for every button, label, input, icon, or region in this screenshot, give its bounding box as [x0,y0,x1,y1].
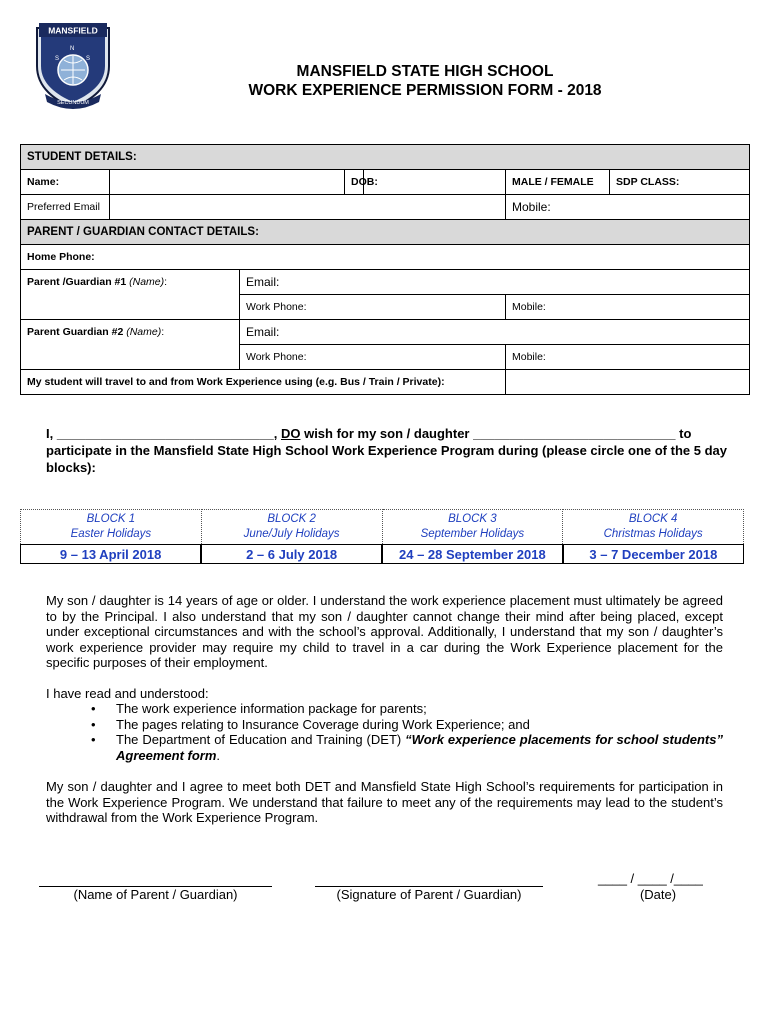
block-2-dates[interactable]: 2 – 6 July 2018 [201,545,382,564]
name-label: Name: [21,170,110,195]
dob-label: DOB: [345,170,364,195]
age-acknowledgement-paragraph: My son / daughter is 14 years of age or older. I understand the work experience placement must ultimately be agreed to by the Principal. I also understand that my son / daughter cannot change their mind after being placed, except under exceptional circumstances and with the school’s approval. Additionally, I understand that my son / daughter’s work experience provider may require my child to travel in a car during the Work Experience placement for the specific purposes of their employment. [46,593,723,671]
guardian1-email-field[interactable]: Email: [240,270,750,295]
preferred-email-label: Preferred Email [21,195,110,220]
svg-text:N: N [70,46,75,52]
student-details-header: STUDENT DETAILS: [21,145,750,170]
date-field[interactable]: ____ / ____ /____ [598,871,703,886]
gender-select[interactable]: MALE / FEMALE [506,170,610,195]
guardian2-email-field[interactable]: Email: [240,320,750,345]
block-4-dates[interactable]: 3 – 7 December 2018 [563,545,744,564]
home-phone-label: Home Phone: [21,245,240,270]
block-1-dates[interactable]: 9 – 13 April 2018 [21,545,202,564]
parent-name-label: (Name of Parent / Guardian) [73,887,238,902]
form-title-school: MANSFIELD STATE HIGH SCHOOL [296,63,554,80]
guardian2-mobile-field[interactable]: Mobile: [506,345,750,370]
read-understood-heading: I have read and understood: [46,686,209,701]
travel-method-label: My student will travel to and from Work Experience using (e.g. Bus / Train / Private): [21,370,506,395]
consent-statement: I, ______________________________, DO wish for my son / daughter ____________________________ to participate in the Mansfield State High School Work Experience Program during (please circle one of the 5 day blocks): [46,426,727,475]
block-1-header[interactable]: BLOCK 1 Easter Holidays [21,510,202,545]
block-4-header[interactable]: BLOCK 4 Christmas Holidays [563,510,744,545]
list-item: • The Department of Education and Training (DET) “Work experience placements for school students” Agreement form. [116,732,723,763]
svg-text:S: S [86,56,91,62]
list-item: • The work experience information package for parents; [116,701,723,717]
home-phone-field[interactable] [240,245,750,270]
svg-text:S: S [55,56,60,62]
block-3-header[interactable]: BLOCK 3 September Holidays [382,510,563,545]
guardian1-mobile-field[interactable]: Mobile: [506,295,750,320]
understood-list [46,701,723,763]
block-2-header[interactable]: BLOCK 2 June/July Holidays [201,510,382,545]
logo-motto-text: SECUNDUM [57,100,89,106]
list-item: • The pages relating to Insurance Coverage during Work Experience; and [116,717,723,733]
school-crest-logo [33,20,113,110]
sdp-class-field[interactable]: SDP CLASS: [610,170,750,195]
preferred-email-field[interactable] [110,195,506,220]
parent-details-header: PARENT / GUARDIAN CONTACT DETAILS: [21,220,750,245]
parent-signature-label: (Signature of Parent / Guardian) [336,887,522,902]
details-table [20,144,750,395]
dob-field[interactable] [364,170,506,195]
guardian1-label: Parent /Guardian #1 (Name): [21,270,240,320]
blocks-table [20,509,744,564]
date-label: (Date) [639,887,677,902]
logo-banner-text: MANSFIELD [48,25,98,36]
guardian1-work-phone-field[interactable]: Work Phone: [240,295,506,320]
requirements-paragraph: My son / daughter and I agree to meet both DET and Mansfield State High School’s requirements for participation in the Work Experience Program. We understand that failure to meet any of the requirements may lead to the student’s withdrawal from the Work Experience Program. [46,779,723,826]
block-3-dates[interactable]: 24 – 28 September 2018 [382,545,563,564]
student-mobile-field[interactable]: Mobile: [506,195,750,220]
guardian2-work-phone-field[interactable]: Work Phone: [240,345,506,370]
name-field[interactable] [110,170,345,195]
travel-method-field[interactable] [506,370,750,395]
form-title-form: WORK EXPERIENCE PERMISSION FORM - 2018 [248,82,602,99]
guardian2-label: Parent Guardian #2 (Name): [21,320,240,370]
